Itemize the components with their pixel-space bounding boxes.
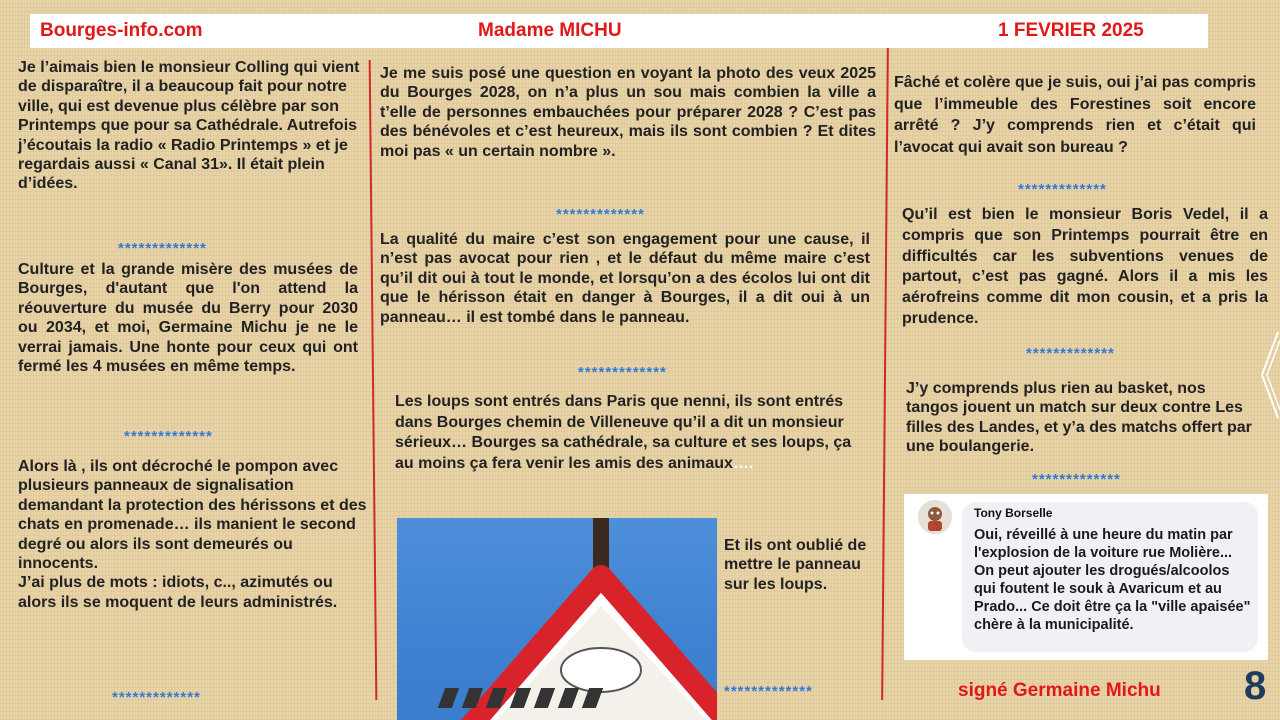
separator-stars: ************* — [556, 206, 645, 223]
left-paragraph-2: Culture et la grande misère des musées de Bourges, d'autant que l'on attend la réouverture du musée du Berry pour 2030 ou 2034, et moi, Germaine Michu je ne le verrai jamais. Une honte pour ceux qui ont fermé les 4 musées en même temps. — [18, 261, 358, 376]
middle-paragraph-1: Je me suis posé une question en voyant la photo des veux 2025 du Bourges 2028, on n’a plus un sou mais combien la ville a t’elle de personnes embauchées pour préparer 2028 ? C’est pas des bénévoles et c’est heureux, mais ils sont combien ? Et dites moi pas « un certain nombre ». — [380, 65, 876, 160]
image-caption: Et ils ont oublié de mettre le panneau sur les loups. — [724, 537, 867, 593]
page-number: 8 — [1244, 664, 1267, 708]
separator-stars: ************* — [724, 683, 813, 700]
left-paragraph-3b: J’ai plus de mots : idiots, c.., azimutés ou alors ils se moquent de leurs administrés. — [18, 574, 338, 611]
signature: signé Germaine Michu — [958, 680, 1161, 701]
separator-stars: ************* — [124, 428, 213, 445]
commenter-name: Tony Borselle — [974, 506, 1053, 520]
left-paragraph-1: Je l’aimais bien le monsieur Colling qui vient de disparaître, il a beaucoup fait pour notre ville, qui est devenue plus célèbre par son Printemps que pour sa Cathédrale. Autrefois j’écoutais la radio « Radio Printemps » et je regardais aussi « Canal 31». Il était plein d’idées. — [18, 59, 360, 193]
separator-stars: ************* — [1018, 181, 1107, 198]
right-paragraph-3: J’y comprends plus rien au basket, nos tangos jouent un match sur deux contre Les filles des Landes, et y’a des matchs offert par une boulangerie. — [906, 380, 1252, 456]
column-divider-right — [881, 48, 889, 700]
separator-stars: ************* — [1026, 345, 1115, 362]
middle-paragraph-3 — [395, 392, 855, 474]
author-name: Madame MICHU — [478, 20, 622, 41]
chevron-left-icon — [1256, 330, 1280, 420]
hedgehog-road-sign-photo — [397, 518, 717, 720]
separator-stars: ************* — [1032, 471, 1121, 488]
middle-paragraph-2: La qualité du maire c’est son engagement pour une cause, il n’est pas avocat pour rien , et le défaut du même maire c’est qu’il dit oui à tout le monde, et lorsqu’on a des écolos lui ont dit que le hérisson était en danger à Bourges, il a dit oui à un panneau… il est tombé dans le panneau. — [380, 231, 870, 326]
avatar — [918, 500, 952, 534]
right-paragraph-2: Qu’il est bien le monsieur Boris Vedel, il a compris que son Printemps pourrait être en difficultés car les subventions venues de partout, c’est pas gagné. Alors il a mis les aérofreins comme dit mon cousin, et a pris la prudence. — [902, 206, 1268, 327]
middle-paragraph-3-text: Les loups sont entrés dans Paris que nenni, ils sont entrés dans Bourges chemin de Villeneuve qu’il a dit un monsieur sérieux… Bourges sa cathédrale, sa culture et ses loups, ça au moins ça fera venir les amis des animaux — [395, 393, 852, 472]
road-sign-icon — [397, 518, 717, 720]
left-paragraph-3 — [18, 457, 368, 612]
separator-stars: ************* — [112, 689, 201, 706]
issue-date: 1 FEVRIER 2025 — [998, 20, 1144, 41]
right-paragraph-1: Fâché et colère que je suis, oui j’ai pas compris que l’immeuble des Forestines soit encore arrêté ? J’y comprends rien et c’était qui l’avocat qui avait son bureau ? — [894, 74, 1256, 156]
separator-stars: ************* — [578, 364, 667, 381]
column-divider-left — [369, 60, 378, 700]
cartoon-avatar-icon — [918, 500, 952, 534]
left-paragraph-3a: Alors là , ils ont décroché le pompon avec plusieurs panneaux de signalisation demandant la protection des hérissons et des chats en promenade… ils manient le second degré ou alors ils sont demeurés ou innocents. — [18, 458, 367, 573]
header-bar — [30, 14, 1208, 48]
comment-screenshot — [904, 494, 1268, 660]
site-name: Bourges-info.com — [40, 20, 203, 41]
comment-text: Oui, réveillé à une heure du matin par l'explosion de la voiture rue Molière... On peut ajouter les drogués/alcoolos qui foutent le souk à Avaricum et au Prado... Ce doit être ça la "ville apaisée" chère à la municipalité. — [974, 527, 1251, 633]
trailing-dots: …. — [732, 454, 754, 472]
separator-stars: ************* — [118, 240, 207, 257]
